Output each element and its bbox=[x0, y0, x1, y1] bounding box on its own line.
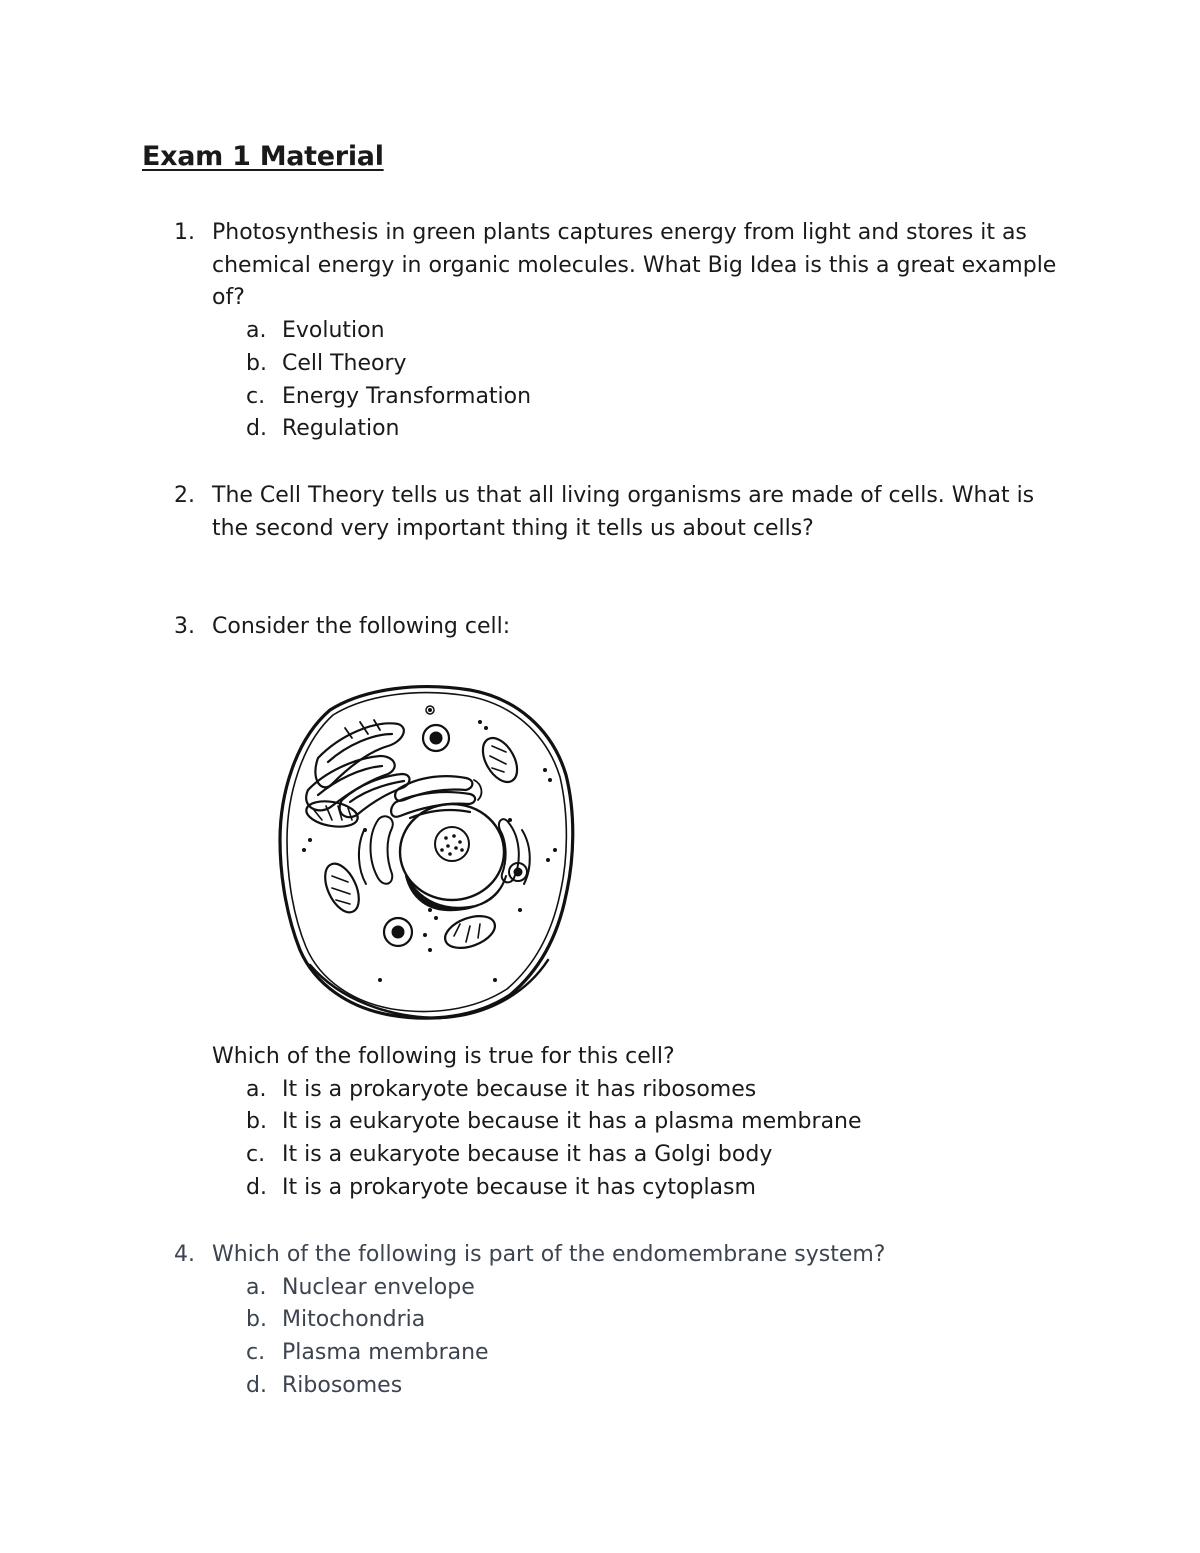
option-text: Mitochondria bbox=[282, 1307, 426, 1333]
option-text: It is a prokaryote because it has cytoplasm bbox=[282, 1174, 756, 1200]
option-c bbox=[246, 1337, 1074, 1370]
option-c bbox=[246, 381, 1074, 414]
option-b bbox=[246, 1304, 1074, 1337]
option-b bbox=[246, 1106, 1072, 1139]
option-text: Plasma membrane bbox=[282, 1340, 489, 1366]
option-d bbox=[246, 1370, 1074, 1403]
option-letter: c. bbox=[246, 1340, 266, 1366]
option-text: Energy Transformation bbox=[282, 383, 532, 409]
option-a bbox=[246, 315, 1074, 348]
question-1 bbox=[174, 217, 1074, 446]
option-letter: c. bbox=[246, 383, 266, 409]
question-3 bbox=[174, 611, 1074, 644]
option-letter: b. bbox=[246, 1307, 267, 1333]
option-letter: a. bbox=[246, 1076, 267, 1102]
option-letter: b. bbox=[246, 1109, 267, 1135]
option-c bbox=[246, 1139, 1072, 1172]
option-d bbox=[246, 1172, 1072, 1205]
question-4 bbox=[174, 1239, 1074, 1403]
option-letter: d. bbox=[246, 1174, 267, 1200]
option-letter: a. bbox=[246, 318, 267, 344]
option-a bbox=[246, 1074, 1072, 1107]
option-text: Regulation bbox=[282, 416, 400, 442]
option-text: Ribosomes bbox=[282, 1372, 403, 1398]
question-text: Photosynthesis in green plants captures energy from light and stores it as chemical energy in organic molecules. What Big Idea is this a great example of? bbox=[212, 220, 1057, 311]
question-number: 1. bbox=[174, 220, 195, 245]
question-text: Which of the following is part of the endomembrane system? bbox=[212, 1242, 886, 1267]
option-letter: a. bbox=[246, 1274, 267, 1300]
option-letter: c. bbox=[246, 1142, 266, 1168]
question-number: 3. bbox=[174, 614, 195, 639]
question-text: The Cell Theory tells us that all living organisms are made of cells. What is the second very important thing it tells us about cells? bbox=[212, 483, 1035, 541]
question-3-followup bbox=[212, 1041, 1072, 1205]
option-text: It is a eukaryote because it has a Golgi body bbox=[282, 1142, 773, 1168]
question-number: 4. bbox=[174, 1242, 195, 1267]
option-letter: d. bbox=[246, 1372, 267, 1398]
question-text: Consider the following cell: bbox=[212, 614, 511, 639]
option-text: Cell Theory bbox=[282, 350, 407, 376]
animal-cell-illustration bbox=[270, 680, 582, 1024]
option-text: It is a prokaryote because it has ribosomes bbox=[282, 1076, 757, 1102]
option-text: Evolution bbox=[282, 318, 385, 344]
option-text: It is a eukaryote because it has a plasma membrane bbox=[282, 1109, 862, 1135]
option-letter: b. bbox=[246, 350, 267, 376]
page-title: Exam 1 Material bbox=[142, 141, 384, 172]
option-a bbox=[246, 1272, 1074, 1305]
options-list bbox=[246, 315, 1074, 446]
question-2 bbox=[174, 480, 1074, 545]
option-text: Nuclear envelope bbox=[282, 1274, 475, 1300]
option-b bbox=[246, 348, 1074, 381]
options-list bbox=[246, 1074, 1072, 1205]
option-letter: d. bbox=[246, 416, 267, 442]
question-number: 2. bbox=[174, 483, 195, 508]
option-d bbox=[246, 413, 1074, 446]
options-list bbox=[246, 1272, 1074, 1403]
question-prompt: Which of the following is true for this cell? bbox=[212, 1044, 675, 1069]
